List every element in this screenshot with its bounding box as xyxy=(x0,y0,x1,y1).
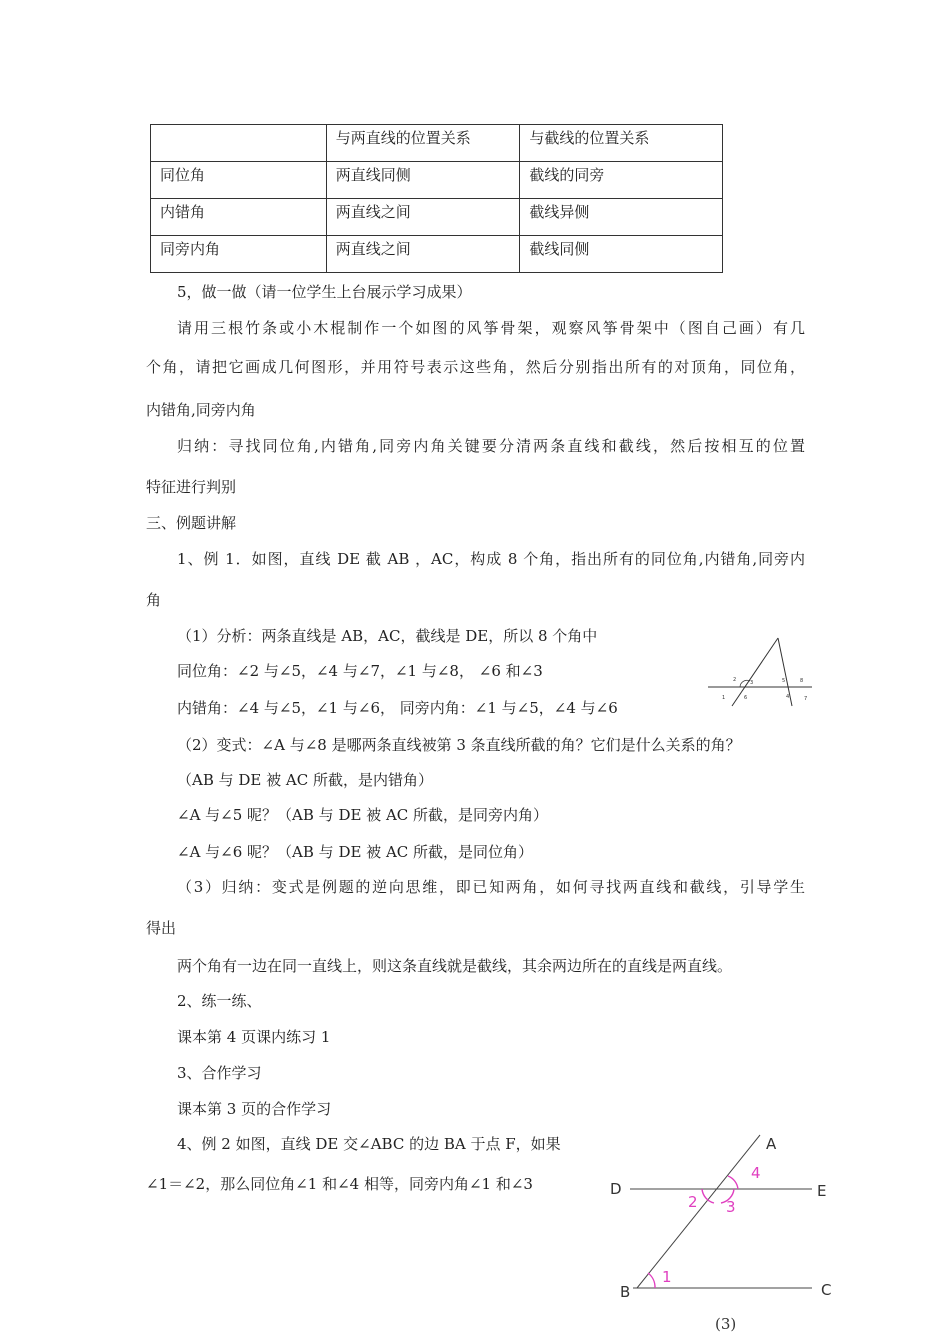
paragraph-line: （1）分析：两条直线是 AB，AC，截线是 DE，所以 8 个角中 xyxy=(177,627,598,645)
angle-label: 1 xyxy=(722,695,726,701)
paragraph-line: 内错角,同旁内角 xyxy=(146,401,256,419)
table-cell: 截线的同旁 xyxy=(520,162,723,199)
paragraph-line: （AB 与 DE 被 AC 所截，是内错角） xyxy=(177,771,433,789)
angle-label: 8 xyxy=(800,678,804,684)
paragraph-line: 请用三根竹条或小木棍制作一个如图的风筝骨架，观察风筝骨架中（图自己画）有几 xyxy=(177,319,805,337)
point-b-label: B xyxy=(620,1283,631,1301)
angle-3-label: 3 xyxy=(726,1198,736,1216)
paragraph-line: 2、练一练、 xyxy=(177,992,262,1010)
paragraph-line: 课本第 4 页课内练习 1 xyxy=(177,1028,331,1046)
paragraph-line: （2）变式：∠A 与∠8 是哪两条直线被第 3 条直线所截的角？它们是什么关系的角？ xyxy=(177,736,741,754)
paragraph-line: 4、例 2 如图，直线 DE 交∠ABC 的边 BA 于点 F，如果 xyxy=(177,1135,561,1153)
section-5-heading: 5，做一做（请一位学生上台展示学习成果） xyxy=(177,283,472,301)
paragraph-line: 同位角：∠2 与∠5，∠4 与∠7，∠1 与∠8， ∠6 和∠3 xyxy=(177,662,543,680)
line-ac xyxy=(778,638,792,706)
example1-figure xyxy=(700,630,820,710)
table-cell: 与截线的位置关系 xyxy=(520,125,723,162)
line-ba xyxy=(637,1135,760,1288)
table-cell: 截线异侧 xyxy=(520,199,723,236)
angle-1-label: 1 xyxy=(662,1268,672,1286)
point-d-label: D xyxy=(610,1180,622,1198)
table-cell: 同位角 xyxy=(151,162,327,199)
paragraph-line: 3、合作学习 xyxy=(177,1064,262,1082)
table-cell: 两直线之间 xyxy=(326,236,520,273)
table-cell: 内错角 xyxy=(151,199,327,236)
table-cell xyxy=(151,125,327,162)
table-cell: 同旁内角 xyxy=(151,236,327,273)
paragraph-line: 内错角：∠4 与∠5，∠1 与∠6， 同旁内角：∠1 与∠5，∠4 与∠6 xyxy=(177,699,618,717)
paragraph-line: ∠1＝∠2，那么同位角∠1 和∠4 相等，同旁内角∠1 和∠3 xyxy=(146,1175,533,1193)
point-a-label: A xyxy=(766,1135,777,1153)
paragraph-line: 归纳：寻找同位角,内错角,同旁内角关键要分清两条直线和截线，然后按相互的位置 xyxy=(177,437,805,455)
angle-2-label: 2 xyxy=(688,1193,698,1211)
angle-label: 4 xyxy=(786,694,790,700)
line-ab xyxy=(732,638,778,706)
paragraph-line: ∠A 与∠6 呢？（AB 与 DE 被 AC 所截，是同位角） xyxy=(177,843,534,861)
table-cell: 两直线同侧 xyxy=(326,162,520,199)
paragraph-line: ∠A 与∠5 呢？（AB 与 DE 被 AC 所截，是同旁内角） xyxy=(177,806,549,824)
table-cell: 与两直线的位置关系 xyxy=(326,125,520,162)
table-row xyxy=(151,162,723,199)
paragraph-line: 角 xyxy=(146,591,162,609)
paragraph-line: 两个角有一边在同一直线上，则这条直线就是截线，其余两边所在的直线是两直线。 xyxy=(177,957,733,975)
table-cell: 截线同侧 xyxy=(520,236,723,273)
angle-label: 7 xyxy=(804,696,808,702)
angle-4-arc xyxy=(728,1176,738,1189)
table-row xyxy=(151,199,723,236)
point-c-label: C xyxy=(821,1281,832,1299)
paragraph-line: 1、例 1．如图，直线 DE 截 AB ，AC，构成 8 个角，指出所有的同位角,内错角,同旁内 xyxy=(177,550,805,568)
paragraph-line: 特征进行判别 xyxy=(146,478,237,496)
angle-label: 2 xyxy=(733,677,737,683)
figure-caption: (3) xyxy=(715,1315,737,1333)
angle-label: 3 xyxy=(750,680,754,686)
angle-relation-table xyxy=(150,124,723,273)
paragraph-line: 得出 xyxy=(146,919,177,937)
angle-4-label: 4 xyxy=(751,1164,761,1182)
angle-2-arc xyxy=(702,1189,714,1203)
paragraph-line: 个角，请把它画成几何图形，并用符号表示这些角，然后分别指出所有的对顶角，同位角， xyxy=(146,358,805,376)
paragraph-line: （3）归纳：变式是例题的逆向思维，即已知两角，如何寻找两直线和截线，引导学生 xyxy=(177,878,805,896)
angle-label: 5 xyxy=(782,678,786,684)
point-e-label: E xyxy=(817,1182,827,1200)
paragraph-line: 课本第 3 页的合作学习 xyxy=(177,1100,332,1118)
table-row xyxy=(151,236,723,273)
angle-1-arc xyxy=(648,1273,655,1288)
angle-label: 6 xyxy=(744,695,748,701)
example2-figure xyxy=(600,1125,850,1340)
section-3-heading: 三、例题讲解 xyxy=(146,514,237,532)
table-row xyxy=(151,125,723,162)
table-cell: 两直线之间 xyxy=(326,199,520,236)
